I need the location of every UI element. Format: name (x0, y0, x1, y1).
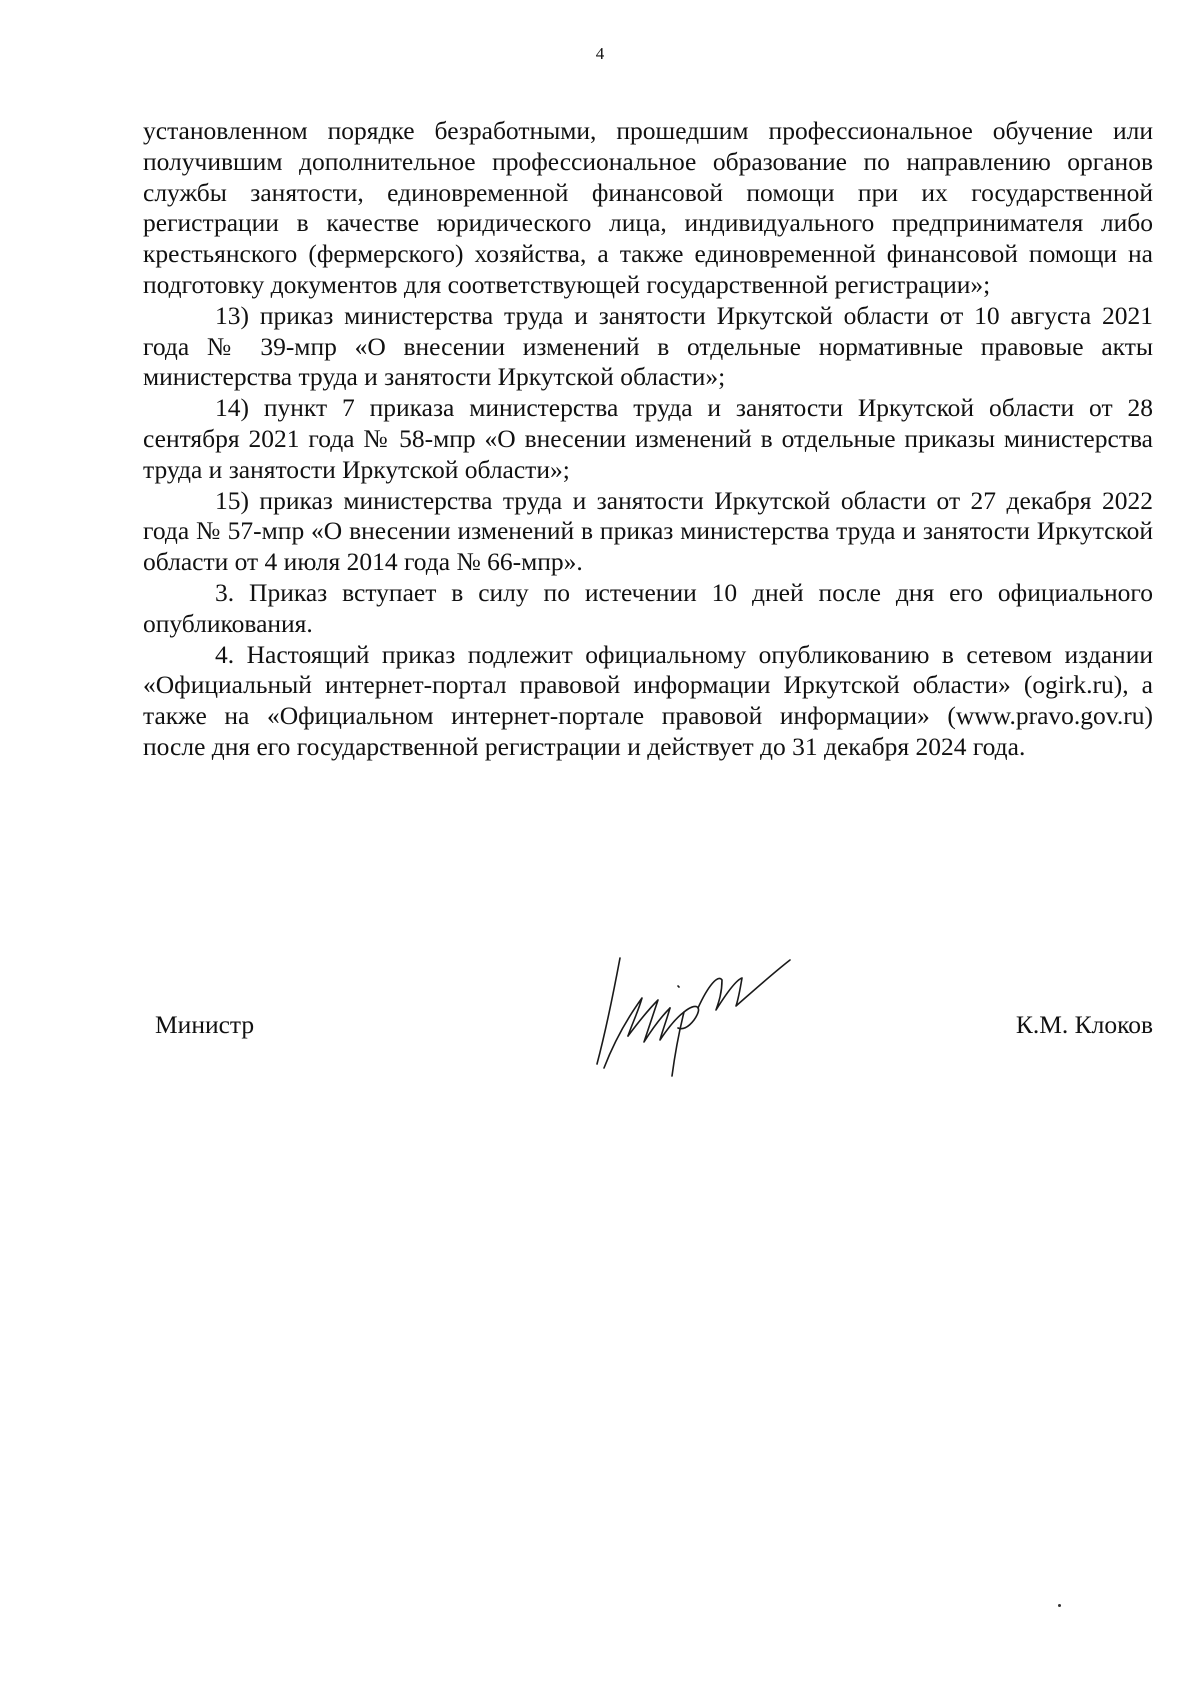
paragraph-section-3: 3. Приказ вступает в силу по истечении 10 дней после дня его официального опубликования. (143, 577, 1153, 638)
signer-title: Министр (155, 1010, 255, 1039)
handwritten-signature (592, 950, 832, 1090)
page-number: 4 (595, 44, 605, 63)
paragraph-item-15: 15) приказ министерства труда и занятости Иркутской области от 27 декабря 2022 года № 57-мпр «О внесении изменений в приказ министерства труда и занятости Иркутской области от 4 июля 2014 года № 66-мпр». (143, 485, 1153, 577)
paragraph-section-4: 4. Настоящий приказ подлежит официальному опубликованию в сетевом издании «Официальный интернет-портал правовой информации Иркутской области» (ogirk.ru), а также на «Официальном интернет-портале правовой информации» (www.pravo.gov.ru) после дня его государственной регистрации и действует до 31 декабря 2024 года. (143, 639, 1153, 761)
scan-dot (1058, 1604, 1061, 1607)
paragraph-continuation: установленном порядке безработными, прошедшим профессиональное обучение или получившим дополнительное профессиональное образование по направлению органов службы занятости, единовременной финансовой помощи при их государственной регистрации в качестве юридического лица, индивидуального предпринимателя либо крестьянского (фермерского) хозяйства, а также единовременной финансовой помощи на подготовку документов для соответствующей государственной регистрации»; (143, 116, 1153, 299)
paragraph-item-14: 14) пункт 7 приказа министерства труда и занятости Иркутской области от 28 сентября 2021 года № 58-мпр «О внесении изменений в отдельные приказы министерства труда и занятости Иркутской области»; (143, 393, 1153, 484)
signer-name: К.М. Клоков (1015, 1010, 1153, 1039)
document-body (143, 116, 1153, 763)
paragraph-item-13: 13) приказ министерства труда и занятости Иркутской области от 10 августа 2021 года № 39-мпр «О внесении изменений в отдельные нормативные правовые акты министерства труда и занятости Иркутской области»; (143, 300, 1153, 392)
